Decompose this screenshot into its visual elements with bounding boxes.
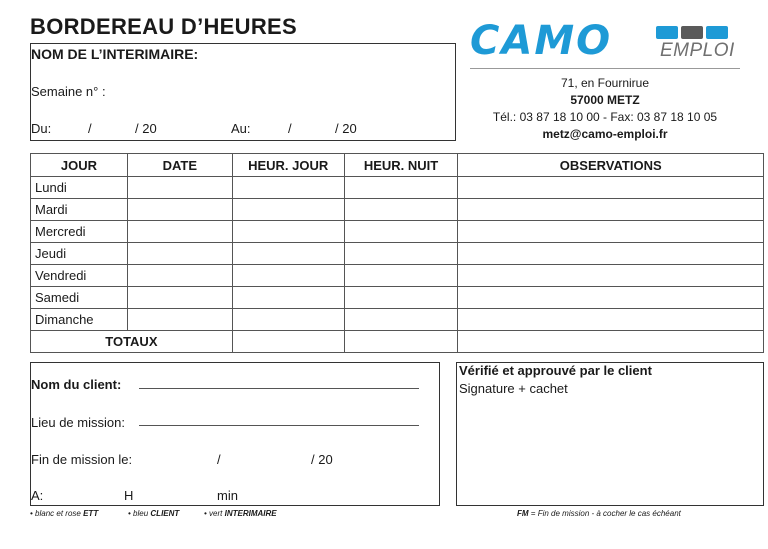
night-hours-cell[interactable] (344, 309, 458, 331)
logo-divider (470, 68, 740, 69)
intern-info-box (30, 43, 456, 141)
observations-cell[interactable] (458, 287, 764, 309)
night-hours-cell[interactable] (344, 243, 458, 265)
night-hours-cell[interactable] (344, 177, 458, 199)
bullet-icon: • (204, 509, 207, 518)
client-name-label: Nom du client: (31, 377, 122, 392)
table-row (31, 221, 764, 243)
night-hours-cell[interactable] (344, 199, 458, 221)
approval-title: Vérifié et approuvé par le client (459, 363, 652, 378)
day-hours-cell[interactable] (232, 199, 344, 221)
copy-note-interimaire (204, 509, 277, 518)
day-hours-cell[interactable] (232, 221, 344, 243)
totals-row (31, 331, 764, 353)
hour-label: H (124, 488, 134, 503)
a-label: A: (31, 488, 44, 503)
observations-cell[interactable] (458, 309, 764, 331)
copy-note-client (128, 509, 179, 518)
bullet-icon: • (30, 509, 33, 518)
fm-label: FM (517, 509, 529, 518)
hours-table (30, 153, 764, 353)
day-label: Mercredi (31, 221, 128, 243)
night-hours-cell[interactable] (344, 287, 458, 309)
observations-cell[interactable] (458, 243, 764, 265)
from-date-slash: / (88, 121, 92, 136)
day-label: Dimanche (31, 309, 128, 331)
table-row (31, 309, 764, 331)
copy-note-prefix: bleu (133, 509, 149, 518)
table-row (31, 243, 764, 265)
minute-label: min (217, 488, 238, 503)
fm-note (517, 509, 681, 518)
date-cell[interactable] (127, 199, 232, 221)
intern-name-label: NOM DE L’INTERIMAIRE: (31, 46, 199, 62)
day-label: Lundi (31, 177, 128, 199)
copy-note-name: ETT (83, 509, 99, 518)
copy-note-name: INTERIMAIRE (224, 509, 277, 518)
week-number-label: Semaine n° : (31, 84, 106, 99)
company-address: 71, en Fournirue (560, 76, 650, 90)
date-cell[interactable] (127, 177, 232, 199)
camo-logo: CAMO (470, 18, 613, 64)
date-cell[interactable] (127, 309, 232, 331)
date-cell[interactable] (127, 243, 232, 265)
company-email: metz@camo-emploi.fr (542, 127, 668, 141)
mission-end-label: Fin de mission le: (31, 452, 133, 467)
night-hours-cell[interactable] (344, 265, 458, 287)
date-cell[interactable] (127, 265, 232, 287)
page-title: BORDEREAU D’HEURES (30, 14, 297, 39)
client-approval-box (456, 362, 764, 506)
total-observations-cell[interactable] (458, 331, 764, 353)
mission-end-slash: / (217, 452, 221, 467)
company-phone-fax: Tél.: 03 87 18 10 00 - Fax: 03 87 18 10 05 (492, 110, 718, 124)
night-hours-cell[interactable] (344, 221, 458, 243)
total-day-hours-cell[interactable] (232, 331, 344, 353)
bullet-icon: • (128, 509, 131, 518)
day-hours-cell[interactable] (232, 177, 344, 199)
date-cell[interactable] (127, 287, 232, 309)
fm-description: = Fin de mission - à cocher le cas échéant (530, 509, 681, 518)
table-row (31, 265, 764, 287)
day-label: Jeudi (31, 243, 128, 265)
table-row (31, 199, 764, 221)
day-hours-cell[interactable] (232, 309, 344, 331)
mission-place-label: Lieu de mission: (31, 415, 125, 430)
date-cell[interactable] (127, 221, 232, 243)
day-hours-cell[interactable] (232, 287, 344, 309)
column-header: HEUR. JOUR (232, 154, 344, 177)
column-header: DATE (127, 154, 232, 177)
day-hours-cell[interactable] (232, 243, 344, 265)
observations-cell[interactable] (458, 199, 764, 221)
table-row (31, 287, 764, 309)
column-header: HEUR. NUIT (344, 154, 458, 177)
observations-cell[interactable] (458, 265, 764, 287)
column-header: JOUR (31, 154, 128, 177)
from-date-year: / 20 (135, 121, 157, 136)
from-label: Du: (31, 121, 52, 136)
mission-place-line[interactable] (139, 425, 419, 426)
to-date-slash: / (288, 121, 292, 136)
to-date-year: / 20 (335, 121, 357, 136)
copy-note-prefix: blanc et rose (35, 509, 81, 518)
copy-note-ett (30, 509, 98, 518)
observations-cell[interactable] (458, 177, 764, 199)
client-info-box (30, 362, 440, 506)
day-label: Mardi (31, 199, 128, 221)
logo-squares-icon (656, 26, 728, 39)
mission-end-year: / 20 (311, 452, 333, 467)
client-name-line[interactable] (139, 388, 419, 389)
copy-note-prefix: vert (209, 509, 223, 518)
column-header: OBSERVATIONS (458, 154, 764, 177)
company-city: 57000 METZ (570, 93, 640, 107)
copy-note-name: CLIENT (150, 509, 180, 518)
day-label: Samedi (31, 287, 128, 309)
totals-label: TOTAUX (31, 331, 233, 353)
to-label: Au: (231, 121, 251, 136)
total-night-hours-cell[interactable] (344, 331, 458, 353)
day-hours-cell[interactable] (232, 265, 344, 287)
observations-cell[interactable] (458, 221, 764, 243)
table-row (31, 177, 764, 199)
table-header-row (31, 154, 764, 177)
logo-emploi-text: EMPLOI (660, 40, 735, 61)
day-label: Vendredi (31, 265, 128, 287)
approval-subtitle: Signature + cachet (459, 381, 568, 396)
